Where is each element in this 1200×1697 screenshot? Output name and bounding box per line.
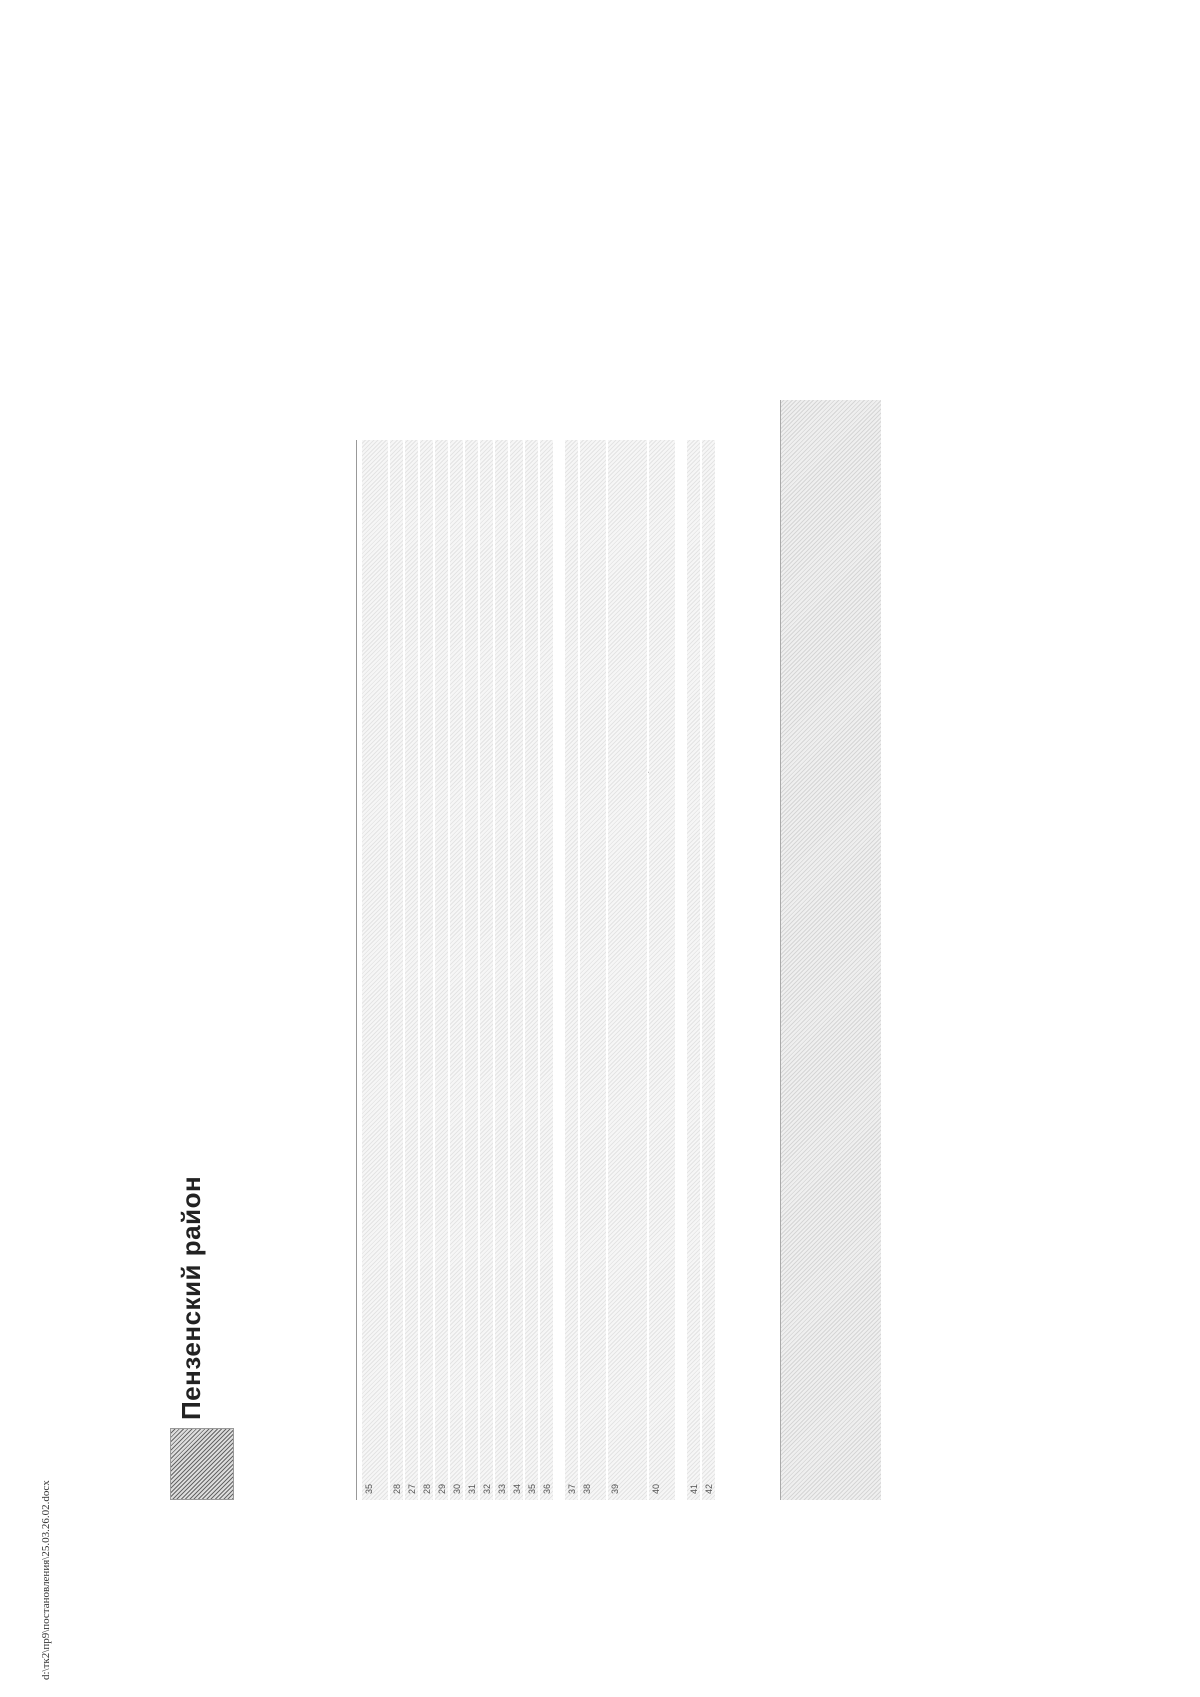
table-cell-num: 40: [651, 1483, 661, 1494]
table-cell-num: 27: [407, 1483, 417, 1494]
table-row: [390, 440, 403, 1500]
district-title: Пензенский район: [176, 1175, 206, 1420]
table-row: [608, 440, 647, 1500]
table-cell-num: 39: [610, 1483, 620, 1494]
table-cell-num: 42: [704, 1483, 714, 1494]
table-cell-num: 35: [527, 1483, 537, 1494]
table-row: [525, 440, 538, 1500]
table-cell-num: 28: [422, 1483, 432, 1494]
table-row: [362, 440, 388, 1500]
scanned-table-sheet: [170, 160, 950, 1500]
row-gap: [555, 440, 563, 1500]
row-gap: [677, 440, 685, 1500]
table-row: [702, 440, 715, 1500]
table-row: [540, 440, 553, 1500]
document-file-path: d:\тк2\пр9\постановления\25.03.26.02.docx: [40, 1480, 52, 1680]
table-cell-num: 29: [437, 1483, 447, 1494]
table-cell-num: 30: [452, 1483, 462, 1494]
table-row: [687, 440, 700, 1500]
table-cell-num: 34: [512, 1483, 522, 1494]
table-header: [300, 440, 357, 1500]
table-row: [580, 440, 606, 1500]
table-cell-num: 31: [467, 1483, 477, 1494]
table-row: [510, 440, 523, 1500]
table-row: [450, 440, 463, 1500]
table-row: [495, 440, 508, 1500]
table-row: [465, 440, 478, 1500]
table-cell-num: 35: [364, 1483, 374, 1494]
table-body: [362, 440, 717, 1500]
table-cell-num: 33: [497, 1483, 507, 1494]
table-cell-num: 36: [542, 1483, 552, 1494]
table-cell-num: 38: [582, 1483, 592, 1494]
table-row: [480, 440, 493, 1500]
table-row: [420, 440, 433, 1500]
table-row: [649, 440, 675, 1500]
region-logo-icon: [170, 1428, 234, 1500]
table-cell-num: 37: [567, 1483, 577, 1494]
table-cell-num: 41: [689, 1483, 699, 1494]
table-cell-num: 32: [482, 1483, 492, 1494]
table-footer: [780, 400, 881, 1500]
table-row: [435, 440, 448, 1500]
table-cell-num: 28: [392, 1483, 402, 1494]
table-row: [565, 440, 578, 1500]
table-row: [405, 440, 418, 1500]
